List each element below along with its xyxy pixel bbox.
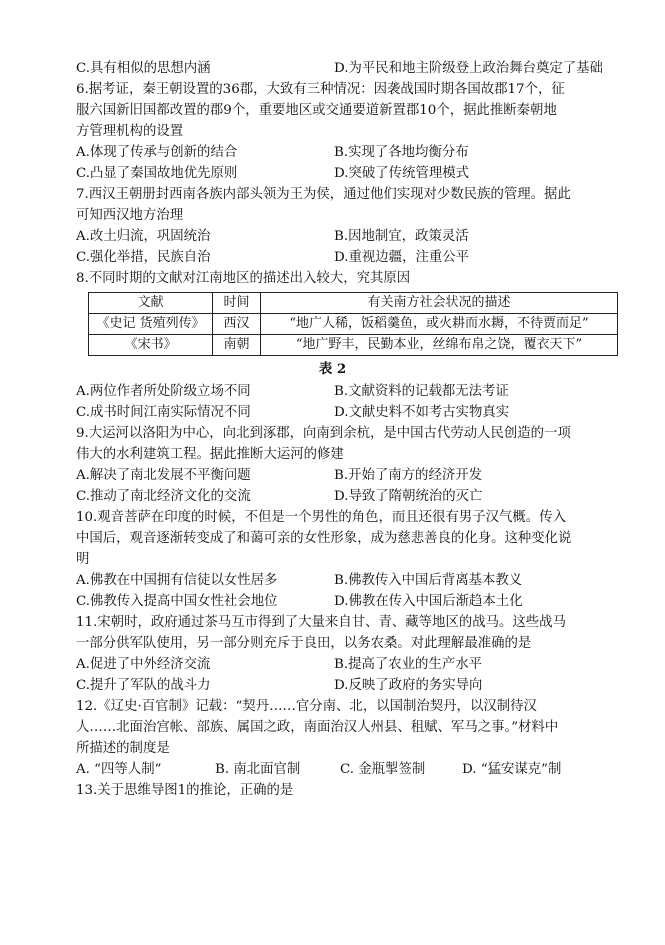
q6-option-b: B.实现了各地均衡分布	[334, 145, 469, 160]
table-cell: 西汉	[213, 314, 261, 335]
q11-stem-line-2: 一部分供军队使用，另一部分则充斥于良田，以务农桑。对此理解最准确的是	[76, 636, 532, 651]
q8-option-c: C.成书时间江南实际情况不同	[76, 405, 251, 420]
q7-stem-line-1: 7.西汉王朝册封西南各族内部头领为王为侯，通过他们实现对少数民族的管理。据此	[76, 187, 571, 202]
q9-option-d: D.导致了隋朝统治的灭亡	[334, 489, 483, 504]
q13-stem: 13.关于思维导图1的推论，正确的是	[76, 783, 294, 798]
q9-stem-line-2: 伟大的水利建筑工程。据此推断大运河的修建	[76, 447, 344, 462]
q12-stem-line-2: 人……北面治宫帐、部族、属国之政，南面治汉人州县、租赋、军马之事。”材料中	[76, 720, 559, 735]
table-header-cell: 文献	[89, 293, 213, 314]
q8-stem: 8.不同时期的文献对江南地区的描述出入较大，究其原因	[76, 271, 411, 286]
table-cell: “地广人稀，饭稻羹鱼，或火耕而水耨，不待贾而足”	[260, 314, 617, 335]
table-cell: 《史记 货殖列传》	[89, 314, 213, 335]
q6-stem-line-1: 6.据考证，秦王朝设置的36郡，大致有三种情况：因袭战国时期各国故郡17个，征	[76, 82, 565, 97]
q9-option-a: A.解决了南北发展不平衡问题	[76, 468, 251, 483]
q6-option-d: D.突破了传统管理模式	[334, 166, 470, 181]
table-row	[89, 335, 618, 356]
q5-option-d: D.为平民和地主阶级登上政治舞台奠定了基础	[334, 61, 603, 76]
table-cell: 南朝	[213, 335, 261, 356]
q6-option-a: A.体现了传承与创新的结合	[76, 145, 238, 160]
table-caption: 表 2	[318, 361, 347, 377]
q11-option-d: D.反映了政府的务实导向	[334, 678, 483, 693]
q6-stem-line-3: 方管理机构的设置	[76, 124, 184, 139]
q6-stem-line-2: 服六国新旧国都改置的郡9个，重要地区或交通要道新置郡10个，据此推断秦朝地	[76, 103, 557, 118]
q12-stem-line-1: 12.《辽史·百官制》记载：“契丹……官分南、北，以国制治契丹，以汉制待汉	[76, 699, 537, 714]
table-header-row	[89, 293, 618, 314]
q7-stem-line-2: 可知西汉地方治理	[76, 208, 184, 223]
table-cell: 《宋书》	[89, 335, 213, 356]
q12-option-d: D. “猛安谋克”制	[462, 762, 562, 777]
q9-option-b: B.开始了南方的经济开发	[334, 468, 483, 483]
q7-option-c: C.强化举措，民族自治	[76, 250, 211, 265]
q9-option-c: C.推动了南北经济文化的交流	[76, 489, 251, 504]
q11-option-b: B.提高了农业的生产水平	[334, 657, 483, 672]
q11-option-a: A.促进了中外经济交流	[76, 657, 211, 672]
q12-option-c: C. 金瓶掣签制	[340, 762, 426, 777]
q8-option-a: A.两位作者所处阶级立场不同	[76, 384, 251, 399]
q12-stem-line-3: 所描述的制度是	[76, 741, 170, 756]
q12-option-b: B. 南北面官制	[215, 762, 301, 777]
table-header-cell: 有关南方社会状况的描述	[260, 293, 617, 314]
q11-stem-line-1: 11.宋朝时，政府通过茶马互市得到了大量来自甘、青、藏等地区的战马。这些战马	[76, 615, 566, 630]
q10-option-a: A.佛教在中国拥有信徒以女性居多	[76, 573, 278, 588]
q10-option-c: C.佛教传入提高中国女性社会地位	[76, 594, 278, 609]
q10-option-b: B.佛教传入中国后背离基本教义	[334, 573, 523, 588]
q10-stem-line-1: 10.观音菩萨在印度的时候，不但是一个男性的角色，而且还很有男子汉气概。传入	[76, 510, 566, 525]
q7-option-a: A.改土归流，巩固统治	[76, 229, 211, 244]
q10-stem-line-3: 明	[76, 552, 90, 567]
q6-option-c: C.凸显了秦国故地优先原则	[76, 166, 238, 181]
q8-option-b: B.文献资料的记载都无法考证	[334, 384, 509, 399]
q5-option-c: C.具有相似的思想内涵	[76, 61, 211, 76]
q7-option-b: B.因地制宜，政策灵活	[334, 229, 469, 244]
q10-option-d: D.佛教在传入中国后渐趋本土化	[334, 594, 523, 609]
table-row	[89, 314, 618, 335]
q10-stem-line-2: 中国后，观音逐渐转变成了和蔼可亲的女性形象，成为慈悲善良的化身。这种变化说	[76, 531, 572, 546]
table-header-cell: 时间	[213, 293, 261, 314]
q11-option-c: C.提升了军队的战斗力	[76, 678, 211, 693]
q8-table	[88, 292, 618, 356]
q7-option-d: D.重视边疆，注重公平	[334, 250, 470, 265]
table-cell: “地广野丰，民勤本业，丝绵布帛之饶，覆衣天下”	[260, 335, 617, 356]
q8-option-d: D.文献史料不如考古实物真实	[334, 405, 510, 420]
q12-option-a: A. “四等人制”	[76, 762, 162, 777]
q9-stem-line-1: 9.大运河以洛阳为中心，向北到涿郡，向南到余杭，是中国古代劳动人民创造的一项	[76, 426, 571, 441]
